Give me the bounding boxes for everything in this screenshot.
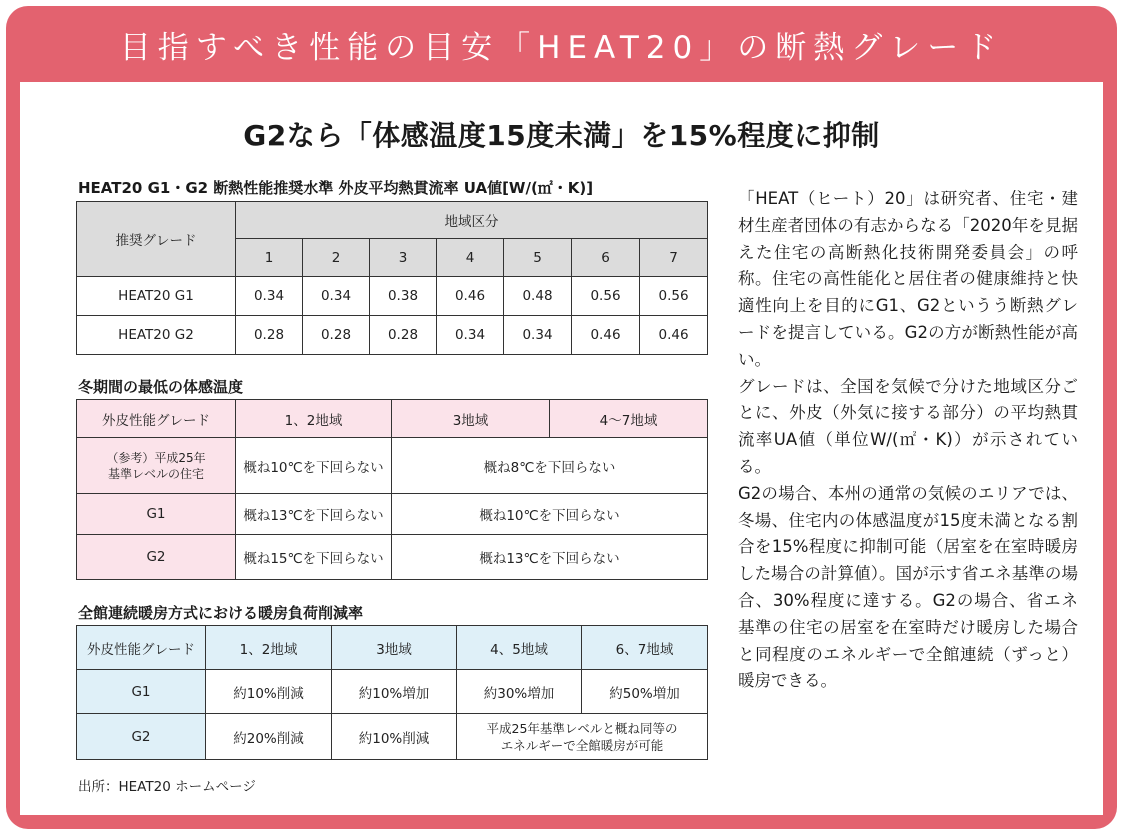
row-label: （参考）平成25年 基準レベルの住宅 (77, 438, 236, 494)
min-temperature-table (76, 399, 708, 580)
region-cell: 6 (572, 239, 640, 277)
value-cell: 概ね15℃を下回らない (236, 535, 392, 580)
grade-header: 推奨グレード (77, 202, 236, 277)
grade-header: 外皮性能グレード (77, 626, 206, 670)
table1-title: HEAT20 G1・G2 断熱性能推奨水準 外皮平均熱貫流率 UA値[W/(㎡・K)] (78, 179, 594, 197)
body-text (738, 186, 1078, 695)
value-cell: 0.34 (437, 316, 504, 355)
value-cell: 約20%削減 (206, 714, 332, 760)
header-title: 目指すべき性能の目安「HEAT20」の断熱グレード (119, 29, 1004, 66)
region-header: 3地域 (332, 626, 457, 670)
heating-load-table (76, 625, 708, 760)
value-cell: 0.34 (236, 277, 303, 316)
value-cell: 0.46 (572, 316, 640, 355)
ua-value-table (76, 201, 708, 355)
table3-title: 全館連続暖房方式における暖房負荷削減率 (78, 604, 364, 622)
row-label: HEAT20 G2 (77, 316, 236, 355)
region-header: 地域区分 (236, 202, 708, 239)
headline: G2なら「体感温度15度未満」を15%程度に抑制 (243, 119, 880, 152)
table-row (77, 316, 708, 355)
value-cell: 概ね13℃を下回らない (392, 535, 708, 580)
value-cell: 平成25年基準レベルと概ね同等の エネルギーで全館暖房が可能 (457, 714, 708, 760)
region-cell: 4 (437, 239, 504, 277)
value-cell: 概ね10℃を下回らない (236, 438, 392, 494)
value-cell: 0.34 (303, 277, 370, 316)
table-row (77, 535, 708, 580)
table2-title: 冬期間の最低の体感温度 (78, 378, 244, 396)
value-cell: 0.28 (236, 316, 303, 355)
body-paragraph: G2の場合、本州の通常の気候のエリアでは、冬場、住宅内の体感温度が15度未満となる割合を15%程度に抑制可能（居室を在室時暖房した場合の計算値）。国が示す省エネ基準の場合、30%程度に達する。G2の場合、省エネ基準の住宅の居室を在室時だけ暖房した場合と同程度のエネルギーで全館連続（ずっと）暖房できる。 (738, 483, 1078, 691)
body-paragraph: 「HEAT（ヒート）20」は研究者、住宅・建材生産者団体の有志からなる「2020年を見据えた住宅の高断熱化技術開発委員会」の呼称。住宅の高性能化と居住者の健康維持と快適性向上を目的にG1、G2というう断熱グレードを提言している。G2の方が断熱性能が高い。 (738, 189, 1078, 369)
region-header: 6、7地域 (582, 626, 708, 670)
value-cell: 0.46 (640, 316, 708, 355)
region-header: 1、2地域 (206, 626, 332, 670)
value-cell: 0.56 (640, 277, 708, 316)
value-cell: 0.56 (572, 277, 640, 316)
content-panel (20, 82, 1103, 815)
region-header: 4～7地域 (550, 400, 708, 438)
region-cell: 3 (370, 239, 437, 277)
value-cell: 0.34 (504, 316, 572, 355)
value-cell: 約10%削減 (332, 714, 457, 760)
row-label: G1 (77, 494, 236, 535)
row-label: G1 (77, 670, 206, 714)
row-label: G2 (77, 535, 236, 580)
value-cell: 0.48 (504, 277, 572, 316)
source-note: 出所：HEAT20 ホームページ (78, 779, 256, 795)
value-cell: 概ね8℃を下回らない (392, 438, 708, 494)
grade-header: 外皮性能グレード (77, 400, 236, 438)
value-cell: 0.38 (370, 277, 437, 316)
value-cell: 0.28 (303, 316, 370, 355)
value-cell: 約50%増加 (582, 670, 708, 714)
region-cell: 5 (504, 239, 572, 277)
value-cell: 0.46 (437, 277, 504, 316)
value-cell: 概ね10℃を下回らない (392, 494, 708, 535)
row-label: HEAT20 G1 (77, 277, 236, 316)
row-label: G2 (77, 714, 206, 760)
region-cell: 2 (303, 239, 370, 277)
value-cell: 約10%増加 (332, 670, 457, 714)
table-row (77, 277, 708, 316)
value-cell: 約10%削減 (206, 670, 332, 714)
table-row (77, 494, 708, 535)
value-cell: 約30%増加 (457, 670, 582, 714)
outer-frame (6, 6, 1117, 829)
region-cell: 1 (236, 239, 303, 277)
region-header: 3地域 (392, 400, 550, 438)
value-cell: 概ね13℃を下回らない (236, 494, 392, 535)
region-header: 4、5地域 (457, 626, 582, 670)
region-header: 1、2地域 (236, 400, 392, 438)
table-row (77, 670, 708, 714)
table-row (77, 714, 708, 760)
table-row (77, 438, 708, 494)
body-paragraph: グレードは、全国を気候で分けた地域区分ごとに、外皮（外気に接する部分）の平均熱貫流率UA値（単位W/(㎡・K)）が示されている。 (738, 376, 1078, 476)
region-cell: 7 (640, 239, 708, 277)
value-cell: 0.28 (370, 316, 437, 355)
